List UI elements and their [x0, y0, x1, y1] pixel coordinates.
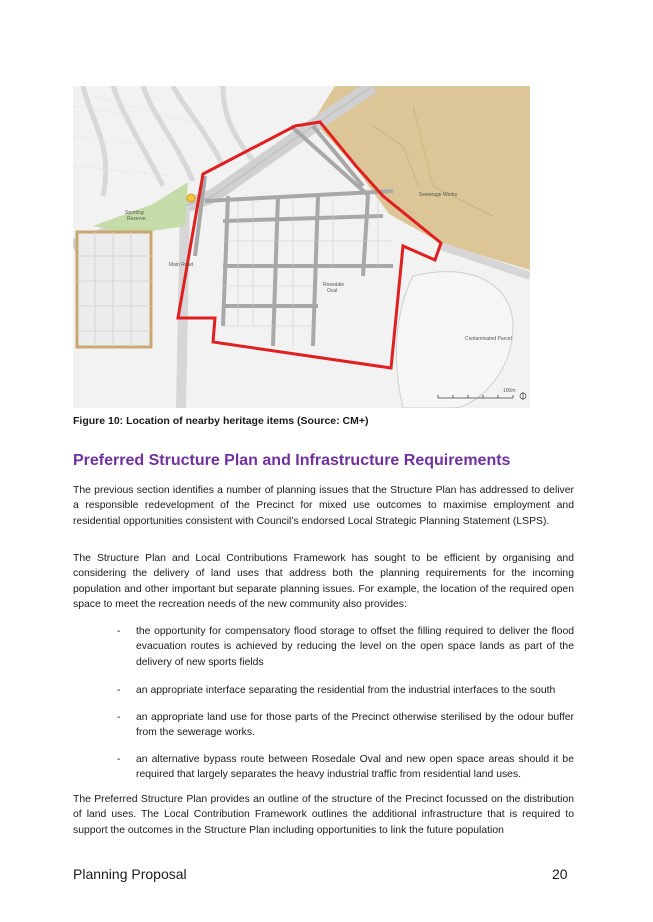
list-item-text: an appropriate land use for those parts of the Precinct otherwise sterilised by the odour buffer from the sewerage works. [136, 712, 574, 739]
svg-text:Sporting: Sporting [125, 210, 144, 216]
svg-text:Reserve: Reserve [127, 216, 146, 222]
list-item: - an appropriate interface separating the residential from the industrial interfaces to the south [73, 683, 574, 698]
list-item: - an alternative bypass route between Rosedale Oval and new open space areas should it be required that largely separates the heavy industrial traffic from residential land uses. [73, 752, 574, 783]
list-item: - the opportunity for compensatory flood storage to offset the filling required to deliver the flood evacuation routes is achieved by reducing the level on the open space lands as part of the delivery of new sports fields [73, 624, 574, 670]
site-map-figure [73, 86, 530, 408]
page-number: 20 [552, 866, 568, 882]
paragraph-2: The Structure Plan and Local Contributions Framework has sought to be efficient by organising and considering the delivery of land uses that address both the planning requirements for the incoming population and other important but separate planning issues. For example, the location of the required open space to meet the recreation needs of the new community also provides: [73, 553, 574, 610]
list-item-text: the opportunity for compensatory flood storage to offset the filling required to deliver the flood evacuation routes is achieved by reducing the level on the open space lands as part of the delivery of new sports fields [136, 626, 574, 668]
footer-title: Planning Proposal [73, 866, 187, 882]
svg-text:Contaminated Parcel: Contaminated Parcel [465, 336, 512, 342]
paragraph-1: The previous section identifies a number of planning issues that the Structure Plan has addressed to deliver a responsible redevelopment of the Precinct for mixed use outcomes to maximise employment and residential opportunities consistent with Council’s endorsed Local Strategic Planning Statement (LSPS). [73, 485, 574, 527]
paragraph-3: The Preferred Structure Plan provides an outline of the structure of the Precinct focussed on the distribution of land uses. The Local Contribution Framework outlines the additional infrastructure that is required to support the outcomes in the Structure Plan including opportunities to link the future population [73, 794, 574, 836]
svg-text:Rosedale: Rosedale [323, 282, 345, 288]
svg-text:Oval: Oval [327, 288, 338, 294]
section-heading: Preferred Structure Plan and Infrastructure Requirements [73, 452, 511, 469]
heritage-marker [187, 194, 195, 202]
svg-text:100m: 100m [503, 388, 516, 394]
heritage-lots [77, 232, 151, 347]
svg-text:Main Road: Main Road [169, 262, 194, 268]
svg-text:Sewerage Works: Sewerage Works [419, 192, 457, 198]
list-item: - an appropriate land use for those parts of the Precinct otherwise sterilised by the odour buffer from the sewerage works. [73, 710, 574, 741]
list-item-text: an alternative bypass route between Rosedale Oval and new open space areas should it be required that largely separates the heavy industrial traffic from residential land uses. [136, 754, 574, 781]
site-map [73, 86, 530, 408]
figure-caption: Figure 10: Location of nearby heritage items (Source: CM+) [73, 415, 369, 427]
list-item-text: an appropriate interface separating the residential from the industrial interfaces to the south [136, 685, 556, 696]
